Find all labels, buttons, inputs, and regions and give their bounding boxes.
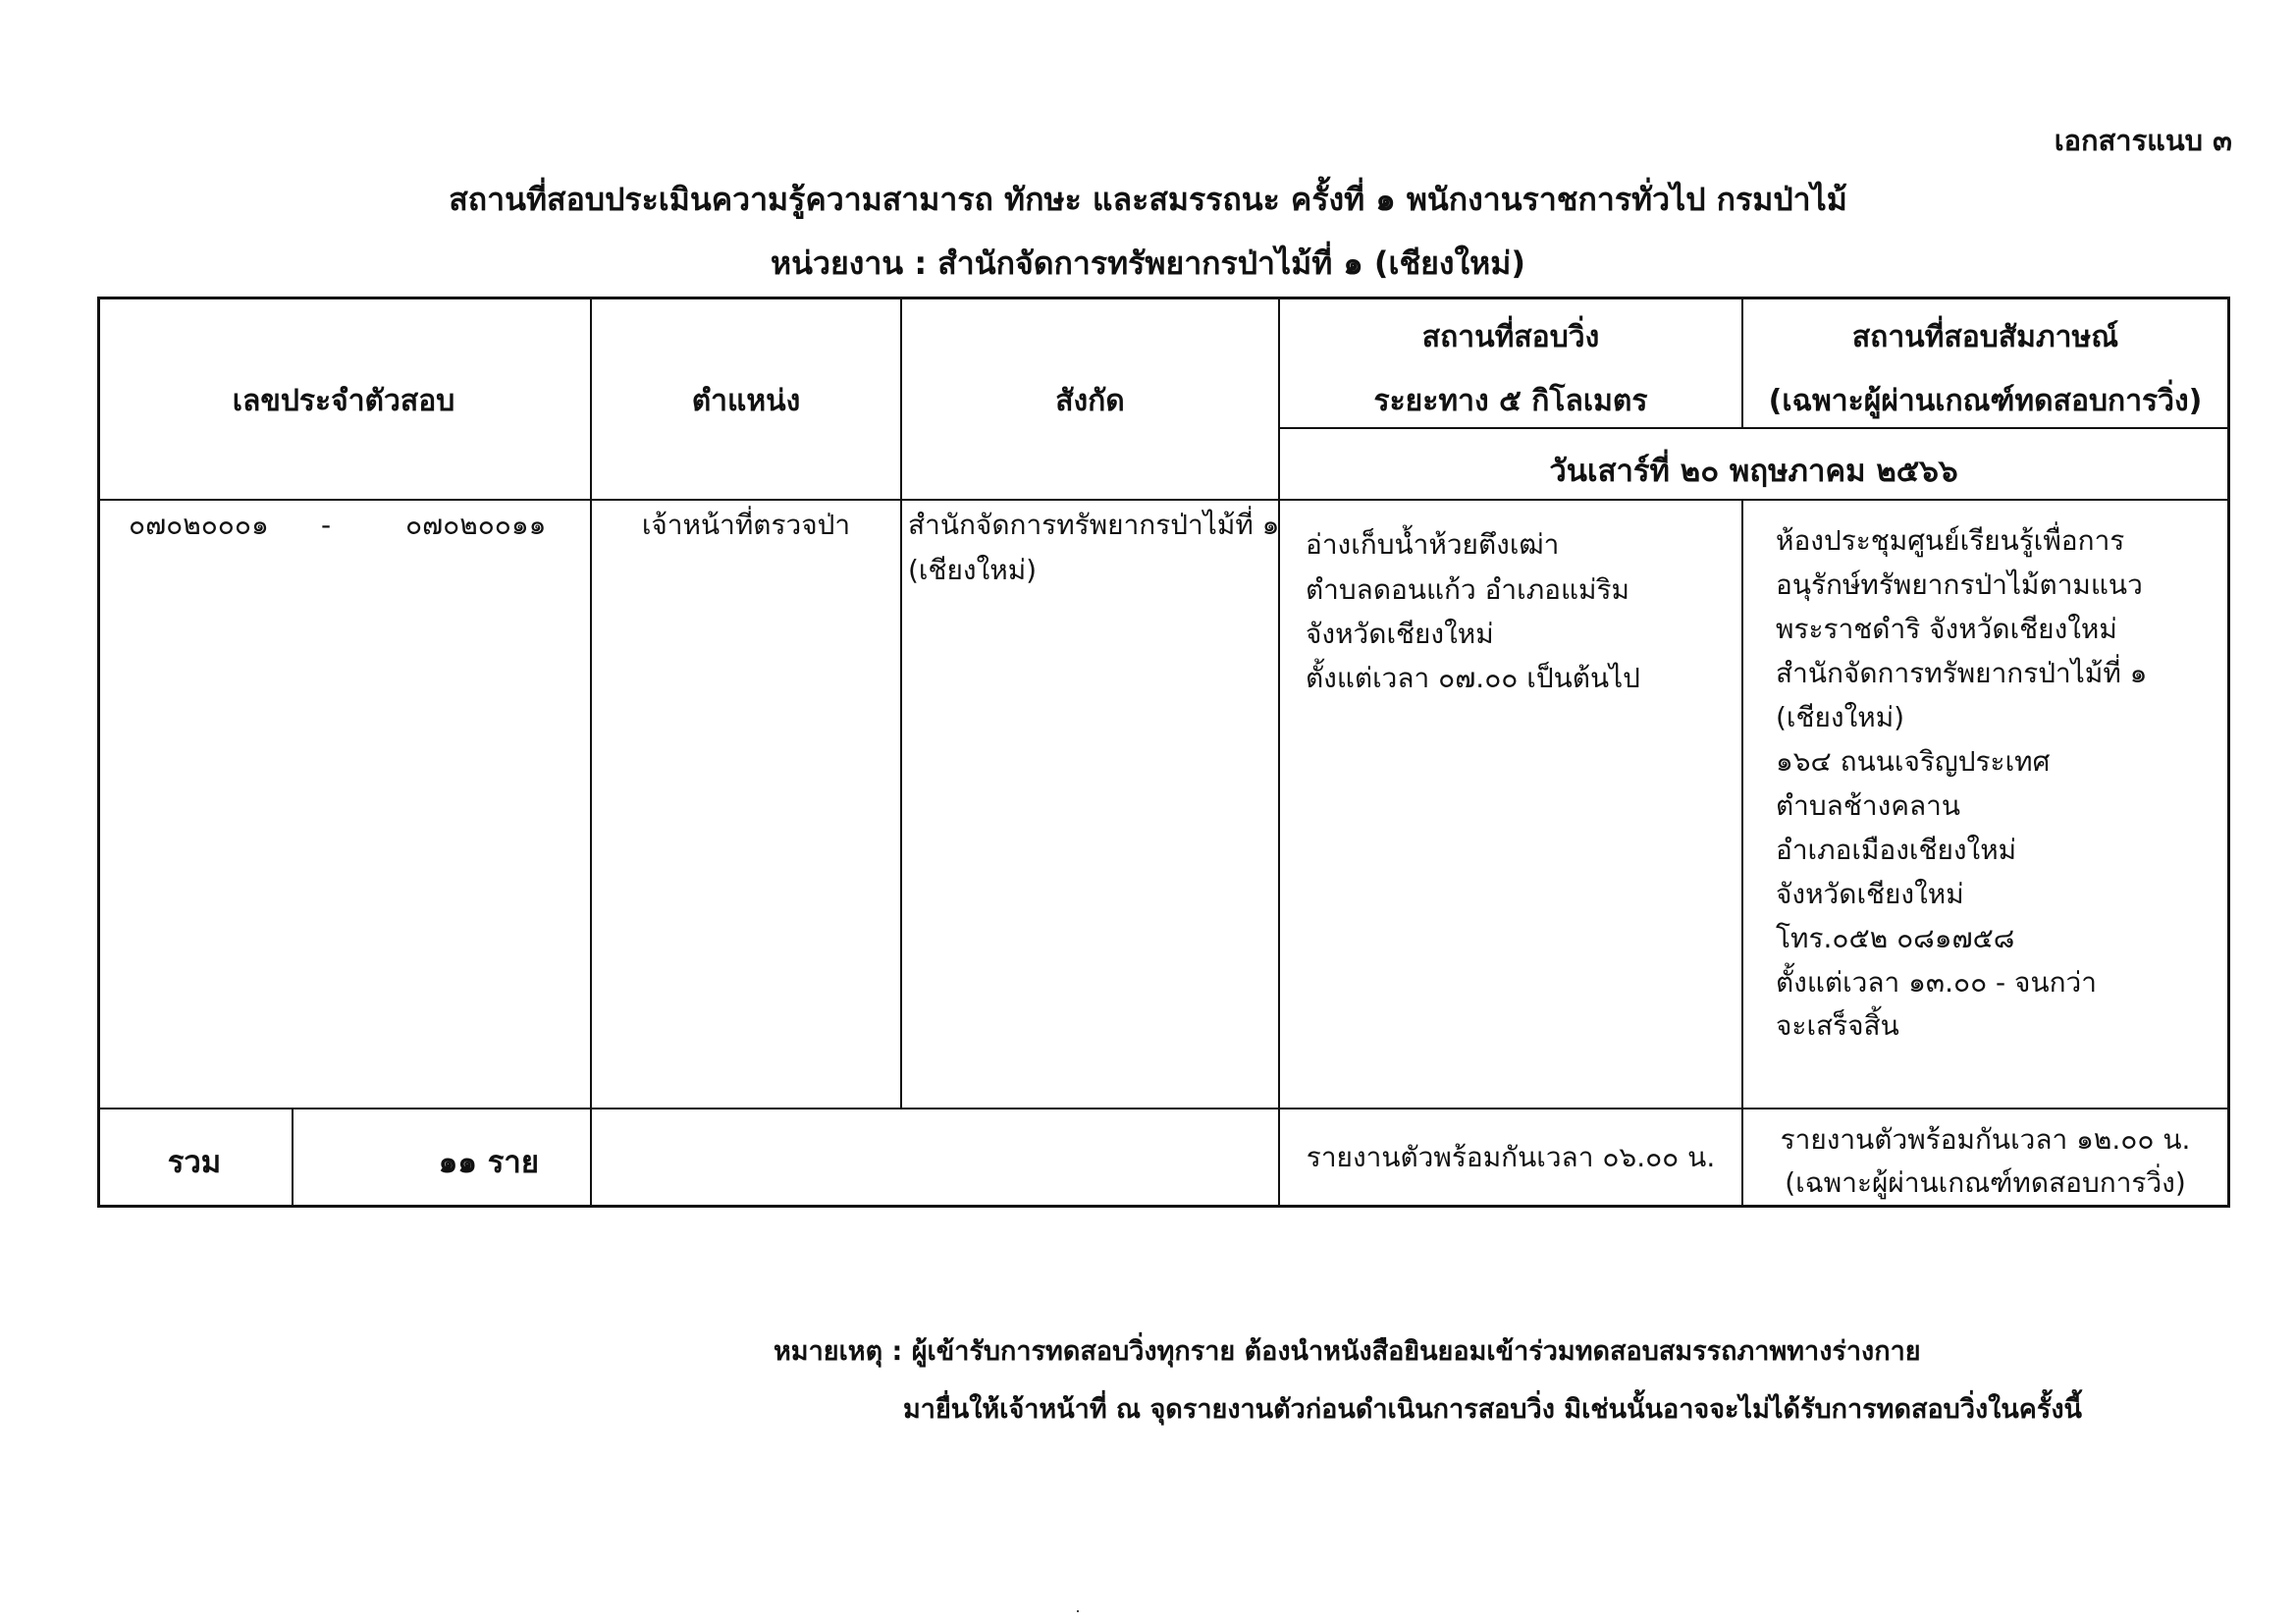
interview-report-time: รายงานตัวพร้อมกันเวลา ๑๒.๐๐ น. — [1780, 1123, 2191, 1156]
header-affiliation: สังกัด — [1055, 384, 1125, 418]
interview-report-note: (เฉพาะผู้ผ่านเกณฑ์ทดสอบการวิ่ง) — [1785, 1166, 2186, 1199]
interview-location-line-1: ห้องประชุมศูนย์เรียนรู้เพื่อการ — [1776, 524, 2125, 557]
footer-top-rule — [97, 1108, 2230, 1109]
document-title: สถานที่สอบประเมินความรู้ความสามารถ ทักษะ และสมรรถนะ ครั้งที่ ๑ พนักงานราชการทั่วไป กรมป่าไม้ — [449, 181, 1847, 218]
header-bottom-rule — [97, 499, 2230, 501]
exam-id-from: ๐๗๐๒๐๐๐๑ — [129, 509, 269, 541]
header-position: ตำแหน่ง — [691, 384, 801, 418]
header-run-distance: ระยะทาง ๕ กิโลเมตร — [1373, 384, 1648, 418]
header-exam-date: วันเสาร์ที่ ๒๐ พฤษภาคม ๒๕๖๖ — [1549, 454, 1958, 489]
run-location-line-1: อ่างเก็บน้ำห้วยตึงเฒ่า — [1306, 528, 1560, 561]
col-divider-4-lower — [1741, 499, 1743, 1208]
header-run-location: สถานที่สอบวิ่ง — [1421, 320, 1600, 354]
scan-speck — [1077, 1610, 1079, 1612]
run-location-line-2: ตำบลดอนแก้ว อำเภอแม่ริม — [1306, 573, 1629, 606]
run-location-line-3: จังหวัดเชียงใหม่ — [1306, 618, 1494, 650]
table-border-left — [97, 297, 100, 1208]
interview-location-line-11: ตั้งแต่เวลา ๑๓.๐๐ - จนกว่า — [1776, 966, 2098, 999]
affiliation-line-2: (เชียงใหม่) — [908, 554, 1038, 586]
exam-id-dash: - — [321, 509, 332, 541]
interview-location-line-7: ตำบลช้างคลาน — [1776, 789, 1960, 822]
date-row-top-rule — [1280, 427, 2230, 429]
col-divider-1 — [590, 297, 592, 1208]
interview-location-line-3: พระราชดำริ จังหวัดเชียงใหม่ — [1776, 613, 2117, 645]
position-value: เจ้าหน้าที่ตรวจป่า — [641, 509, 851, 541]
affiliation-line-1: สำนักจัดการทรัพยากรป่าไม้ที่ ๑ — [908, 509, 1280, 541]
table-border-top — [97, 297, 2230, 299]
note-line-1: หมายเหตุ : ผู้เข้ารับการทดสอบวิ่งทุกราย ต้องนำหนังสือยินยอมเข้าร่วมทดสอบสมรรถภาพทางร่างกาย — [774, 1336, 1921, 1367]
interview-location-line-8: อำเภอเมืองเชียงใหม่ — [1776, 834, 2017, 866]
interview-location-line-2: อนุรักษ์ทรัพยากรป่าไม้ตามแนว — [1776, 568, 2143, 601]
note-line-2: มายื่นให้เจ้าหน้าที่ ณ จุดรายงานตัวก่อนดำเนินการสอบวิ่ง มิเช่นนั้นอาจจะไม่ได้รับการทดสอบวิ่งในครั้งนี้ — [903, 1394, 2083, 1425]
total-label: รวม — [167, 1145, 222, 1180]
run-location-line-4: ตั้งแต่เวลา ๐๗.๐๐ เป็นต้นไป — [1306, 662, 1640, 694]
document-subtitle: หน่วยงาน : สำนักจัดการทรัพยากรป่าไม้ที่ ๑ (เชียงใหม่) — [771, 244, 1525, 282]
interview-location-line-4: สำนักจัดการทรัพยากรป่าไม้ที่ ๑ — [1776, 657, 2148, 689]
interview-location-line-5: (เชียงใหม่) — [1776, 701, 1905, 733]
interview-location-line-10: โทร.๐๕๒ ๐๘๑๗๕๘ — [1776, 922, 2015, 954]
header-exam-id: เลขประจำตัวสอบ — [232, 384, 455, 418]
interview-location-line-9: จังหวัดเชียงใหม่ — [1776, 878, 1964, 910]
exam-id-to: ๐๗๐๒๐๐๑๑ — [405, 509, 547, 541]
col-divider-3 — [1278, 297, 1280, 1208]
interview-location-line-12: จะเสร็จสิ้น — [1776, 1009, 1899, 1042]
exam-location-table — [97, 297, 2230, 1208]
interview-location-line-6: ๑๖๔ ถนนเจริญประเทศ — [1776, 745, 2051, 778]
header-interview-location: สถานที่สอบสัมภาษณ์ — [1851, 320, 2119, 354]
attachment-label: เอกสารแนบ ๓ — [2054, 124, 2232, 157]
table-border-right — [2227, 297, 2230, 1208]
total-count: ๑๑ ราย — [438, 1145, 539, 1180]
run-report-time: รายงานตัวพร้อมกันเวลา ๐๖.๐๐ น. — [1306, 1141, 1716, 1173]
header-interview-note: (เฉพาะผู้ผ่านเกณฑ์ทดสอบการวิ่ง) — [1768, 384, 2203, 418]
